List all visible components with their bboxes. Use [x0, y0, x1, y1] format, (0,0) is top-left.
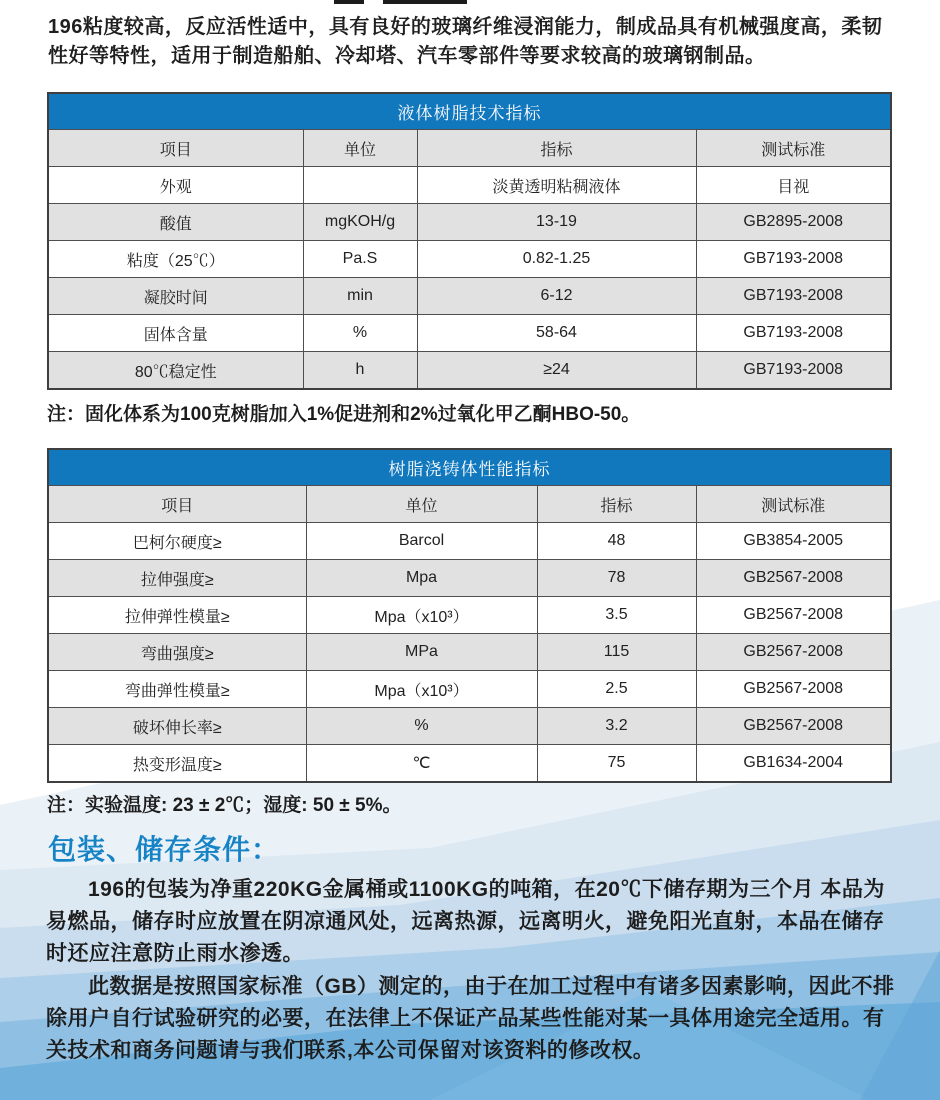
table2-note: 注：实验温度: 23 ± 2℃；湿度: 50 ± 5%。 [47, 795, 402, 816]
table-cell: 115 [537, 634, 696, 671]
table-cell: 58-64 [417, 315, 696, 352]
table-title: 液体树脂技术指标 [48, 93, 891, 130]
table-cell: 弯曲弹性模量≥ [48, 671, 306, 708]
table-cell: Mpa [306, 560, 537, 597]
table-header-row [48, 130, 891, 167]
table-cell: 淡黄透明粘稠液体 [417, 167, 696, 204]
table-cell: 13-19 [417, 204, 696, 241]
table-cell: 目视 [696, 167, 891, 204]
column-header: 测试标准 [696, 130, 891, 167]
storage-section-heading: 包装、储存条件： [48, 834, 281, 865]
table1-note: 注：固化体系为100克树脂加入1%促进剂和2%过氧化甲乙酮HBO-50。 [47, 404, 641, 425]
table-row [48, 560, 891, 597]
table-cell: 凝胶时间 [48, 278, 303, 315]
table-cell: Mpa（x10³） [306, 597, 537, 634]
column-header: 测试标准 [696, 486, 891, 523]
casting-performance-table [47, 448, 892, 783]
table-cell: GB7193-2008 [696, 352, 891, 390]
table-row [48, 352, 891, 390]
table-cell: 粘度（25℃） [48, 241, 303, 278]
table-cell: 酸值 [48, 204, 303, 241]
table-row [48, 315, 891, 352]
column-header: 单位 [306, 486, 537, 523]
disclaimer-paragraph: 此数据是按照国家标准（GB）测定的，由于在加工过程中有诸多因素影响，因此不排除用户自行试验研究的必要，在法律上不保证产品某些性能对某一具体用途完全适用。有关技术和商务问题请与我们联系,本公司保留对该资料的修改权。 [46, 975, 895, 1062]
cropped-text-artifact [334, 0, 364, 4]
table-title-row [48, 449, 891, 486]
table-cell: 3.5 [537, 597, 696, 634]
column-header: 项目 [48, 130, 303, 167]
intro-paragraph: 196粘度较高，反应活性适中，具有良好的玻璃纤维浸润能力，制成品具有机械强度高，柔韧性好等特性，适用于制造船舶、冷却塔、汽车零部件等要求较高的玻璃钢制品。 [48, 16, 883, 67]
table-cell: ≥24 [417, 352, 696, 390]
table-cell: 外观 [48, 167, 303, 204]
liquid-resin-spec-table [47, 92, 892, 390]
table-row [48, 241, 891, 278]
column-header: 指标 [417, 130, 696, 167]
table-cell: ℃ [306, 745, 537, 783]
table-cell: 拉伸强度≥ [48, 560, 306, 597]
table-row [48, 671, 891, 708]
table-cell: min [303, 278, 417, 315]
table-cell: 拉伸弹性模量≥ [48, 597, 306, 634]
table-cell: Barcol [306, 523, 537, 560]
table-cell: h [303, 352, 417, 390]
table-cell [303, 167, 417, 204]
table-cell: 75 [537, 745, 696, 783]
table-cell: 弯曲强度≥ [48, 634, 306, 671]
table-cell: GB2567-2008 [696, 597, 891, 634]
table-cell: GB7193-2008 [696, 241, 891, 278]
table-row [48, 523, 891, 560]
table-cell: 48 [537, 523, 696, 560]
cropped-text-artifact [383, 0, 467, 4]
table-cell: 6-12 [417, 278, 696, 315]
table-cell: 巴柯尔硬度≥ [48, 523, 306, 560]
table-cell: 3.2 [537, 708, 696, 745]
table-cell: GB2895-2008 [696, 204, 891, 241]
storage-paragraph: 196的包装为净重220KG金属桶或1100KG的吨箱，在20℃下储存期为三个月 本品为易燃品，储存时应放置在阴凉通风处，远离热源，远离明火，避免阳光直射，本品在储存时还应注意防止雨水渗透。 [46, 878, 885, 965]
table-cell: GB2567-2008 [696, 634, 891, 671]
table-cell: Pa.S [303, 241, 417, 278]
table-cell: Mpa（x10³） [306, 671, 537, 708]
column-header: 项目 [48, 486, 306, 523]
table-cell: GB2567-2008 [696, 560, 891, 597]
table-header-row [48, 486, 891, 523]
table-cell: GB1634-2004 [696, 745, 891, 783]
table-cell: GB3854-2005 [696, 523, 891, 560]
table-row [48, 278, 891, 315]
table-row [48, 745, 891, 783]
table-cell: 破坏伸长率≥ [48, 708, 306, 745]
table-cell: GB7193-2008 [696, 315, 891, 352]
table-title-row [48, 93, 891, 130]
table-cell: 固体含量 [48, 315, 303, 352]
table-cell: 78 [537, 560, 696, 597]
column-header: 指标 [537, 486, 696, 523]
table-cell: MPa [306, 634, 537, 671]
table-cell: GB2567-2008 [696, 708, 891, 745]
table-row [48, 167, 891, 204]
table-row [48, 597, 891, 634]
table-cell: % [303, 315, 417, 352]
table-cell: % [306, 708, 537, 745]
table-cell: 80℃稳定性 [48, 352, 303, 390]
table-cell: 热变形温度≥ [48, 745, 306, 783]
table-title: 树脂浇铸体性能指标 [48, 449, 891, 486]
table-cell: GB7193-2008 [696, 278, 891, 315]
column-header: 单位 [303, 130, 417, 167]
table-row [48, 204, 891, 241]
table-cell: 2.5 [537, 671, 696, 708]
table-cell: mgKOH/g [303, 204, 417, 241]
table-cell: 0.82-1.25 [417, 241, 696, 278]
table-cell: GB2567-2008 [696, 671, 891, 708]
table-row [48, 708, 891, 745]
table-row [48, 634, 891, 671]
